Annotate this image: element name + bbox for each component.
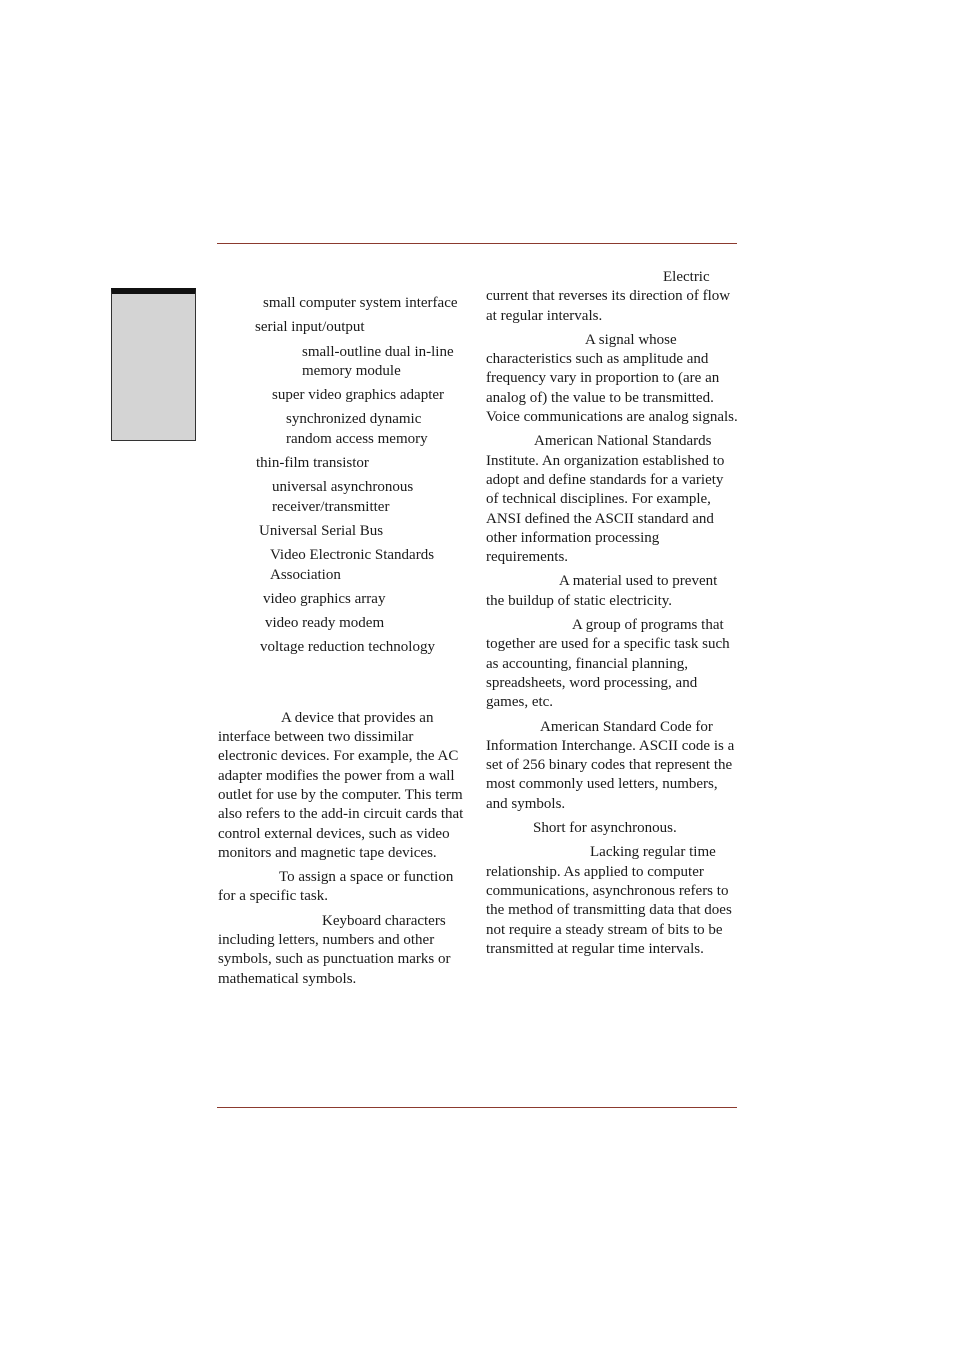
entry-definition: Short for asynchronous. <box>533 820 677 837</box>
entry-definition: super video graphics adapter <box>272 387 445 404</box>
entry-definition: Universal Serial Bus <box>259 522 384 539</box>
footer-rule <box>217 1107 737 1108</box>
entry-definition: To assign a space or function for a specific task. <box>218 869 454 905</box>
glossary-entry <box>218 590 468 609</box>
glossary-entry <box>218 410 468 449</box>
entry-definition: video ready modem <box>265 615 385 632</box>
entry-definition: A signal whose characteristics such as amplitude and frequency vary in proportion to (are an analog of) the value to be transmitted. Voice communications are analog signals. <box>486 331 738 426</box>
glossary-entry <box>218 709 468 863</box>
glossary-entry <box>218 912 468 989</box>
entry-definition: voltage reduction technology <box>260 639 435 656</box>
header-rule <box>217 243 737 244</box>
entry-definition: universal asynchronous receiver/transmitter <box>272 479 414 515</box>
glossary-entry <box>218 294 468 313</box>
right-column <box>486 268 738 964</box>
entry-definition: video graphics array <box>263 590 386 607</box>
entry-definition: American Standard Code for Information Interchange. ASCII code is a set of 256 binary codes that represent the most commonly used letters, numbers, and symbols. <box>486 718 735 812</box>
glossary-entry <box>486 819 738 838</box>
glossary-entry <box>218 318 468 337</box>
entry-definition: small-outline dual in-line memory module <box>302 343 454 379</box>
entry-definition: Lacking regular time relationship. As applied to computer communications, asynchronous refers to the method of transmitting data that does not require a steady stream of bits to be transmitted at regular time intervals. <box>486 844 732 957</box>
entry-definition: serial input/output <box>255 319 365 336</box>
entry-definition: thin-film transistor <box>256 455 369 472</box>
entry-definition: American National Standards Institute. An organization established to adopt and define standards for a variety of technical disciplines. For example, ANSI defined the ASCII standard and other information processing requirements. <box>486 433 725 566</box>
glossary-entry <box>218 614 468 633</box>
section-gap <box>218 663 468 709</box>
glossary-entry <box>486 718 738 814</box>
glossary-entry <box>486 616 738 712</box>
glossary-entry <box>218 638 468 657</box>
entry-definition: A material used to prevent the buildup of static electricity. <box>486 573 718 609</box>
entry-definition: synchronized dynamic random access memory <box>286 411 428 447</box>
entry-definition: A device that provides an interface between two dissimilar electronic devices. For example, the AC adapter modifies the power from a wall outlet for use by the computer. This term also refers to the add-in circuit cards that control external devices, such as video monitors and magnetic tape devices. <box>218 709 464 861</box>
entry-definition: A group of programs that together are used for a specific task such as accounting, financial planning, spreadsheets, word processing, and games, etc. <box>486 617 730 711</box>
glossary-entry <box>486 432 738 567</box>
glossary-entry <box>486 331 738 427</box>
glossary-entry <box>218 868 468 907</box>
entry-definition: Video Electronic Standards Association <box>270 547 435 583</box>
glossary-entry <box>218 546 468 585</box>
entry-definition: small computer system interface <box>263 295 458 311</box>
chapter-side-tab <box>111 288 196 441</box>
glossary-entry <box>218 343 468 382</box>
glossary-entry <box>486 843 738 959</box>
left-column <box>218 294 468 994</box>
glossary-entry <box>486 572 738 611</box>
glossary-entry <box>486 268 738 326</box>
entry-definition: Keyboard characters including letters, numbers and other symbols, such as punctuation marks or mathematical symbols. <box>218 912 451 987</box>
glossary-entry <box>218 478 468 517</box>
glossary-entry <box>218 522 468 541</box>
entry-definition: Electric current that reverses its direction of flow at regular intervals. <box>486 269 731 324</box>
glossary-entry <box>218 454 468 473</box>
glossary-entry <box>218 386 468 405</box>
